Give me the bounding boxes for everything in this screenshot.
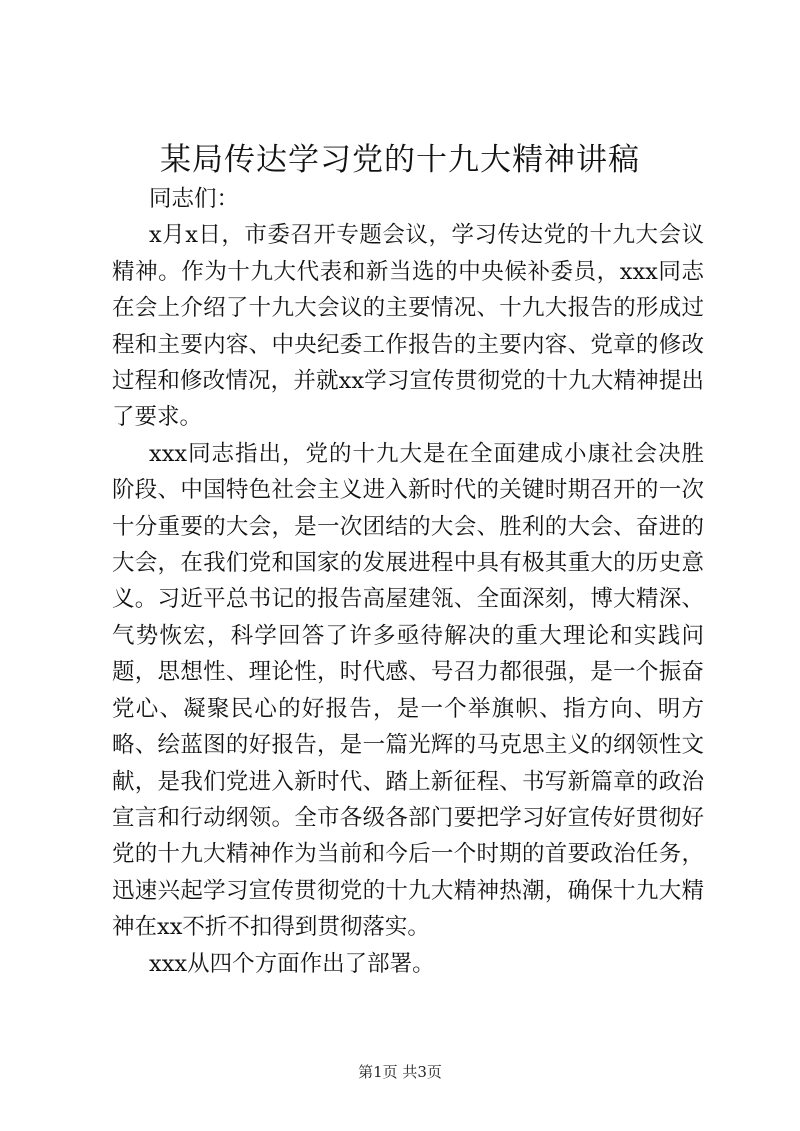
document-title: 某局传达学习党的十九大精神讲稿 (160, 142, 640, 178)
salutation: 同志们： (149, 186, 240, 212)
paragraph: xxx同志指出，党的十九大是在全面建成小康社会决胜阶段、中国特色社会主义进入新时代的关键时期召开的一次十分重要的大会，是一次团结的大会、胜利的大会、奋进的大会，在我们党和国家的发展进程中具有极其重大的历史意义。习近平总书记的报告高屋建瓴、全面深刻，博大精深、气势恢宏，科学回答了许多亟待解决的重大理论和实践问题，思想性、理论性，时代感、号召力都很强，是一个振奋党心、凝聚民心的好报告，是一个举旗帜、指方向、明方略、绘蓝图的好报告，是一篇光辉的马克思主义的纲领性文献，是我们党进入新时代、踏上新征程、书写新篇章的政治宣言和行动纲领。全市各级各部门要把学习好宣传好贯彻好党的十九大精神作为当前和今后一个时期的首要政治任务，迅速兴起学习宣传贯彻党的十九大精神热潮，确保十九大精神在xx不折不扣得到贯彻落实。 (112, 440, 704, 941)
document-body (112, 181, 704, 982)
paragraph: x月x日，市委召开专题会议，学习传达党的十九大会议精神。作为十九大代表和新当选的中央候补委员，xxx同志在会上介绍了十九大会议的主要情况、十九大报告的形成过程和主要内容、中央纪委工作报告的主要内容、党章的修改过程和修改情况，并就xx学习宣传贯彻党的十九大精神提出了要求。 (112, 222, 704, 431)
paragraph: xxx从四个方面作出了部署。 (149, 950, 435, 977)
page-footer: 第1页 共3页 (358, 1063, 442, 1081)
